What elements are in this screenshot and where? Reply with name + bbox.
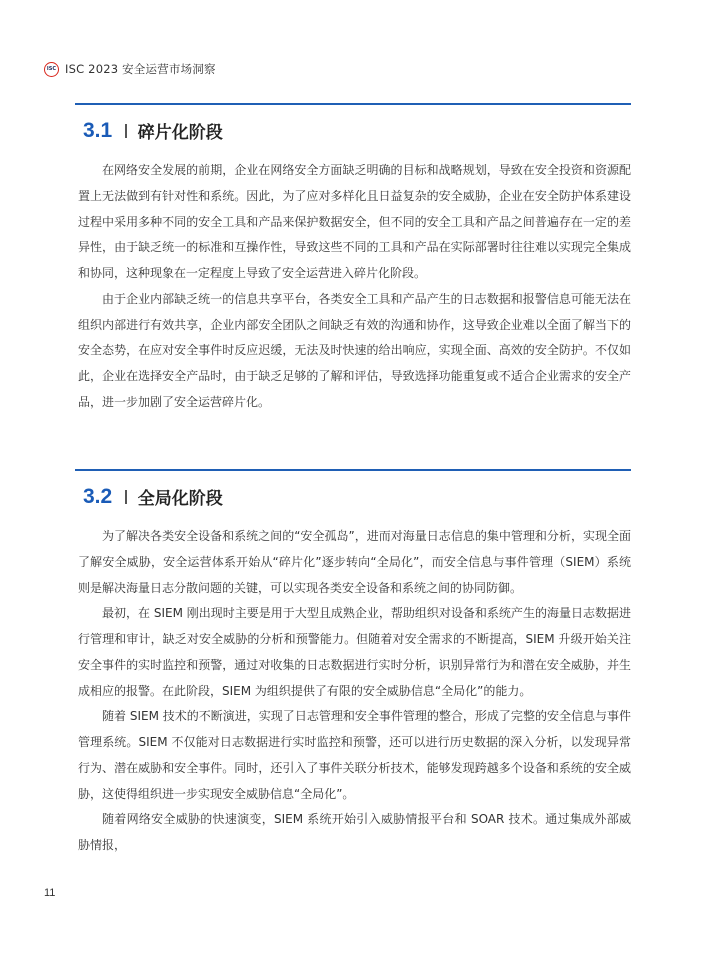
heading-separator [125,124,127,138]
section-number: 3.2 [83,484,113,508]
isc-logo-icon: ISC [44,62,59,77]
section-heading-3-1 [83,118,223,143]
paragraph: 在网络安全发展的前期，企业在网络安全方面缺乏明确的目标和战略规划，导致在安全投资和资源配置上无法做到有针对性和系统。因此，为了应对多样化且日益复杂的安全威胁，企业在安全防护体系建设过程中采用多种不同的安全工具和产品来保护数据安全，但不同的安全工具和产品之间普遍存在一定的差异性，由于缺乏统一的标准和互操作性，导致这些不同的工具和产品在实际部署时往往难以实现完全集成和协同，这种现象在一定程度上导致了安全运营进入碎片化阶段。 [78,163,631,280]
header-title: ISC 2023 安全运营市场洞察 [65,62,216,76]
running-header [44,61,216,77]
section-title: 全局化阶段 [137,489,223,509]
paragraph: 为了解决各类安全设备和系统之间的“安全孤岛”，进而对海量日志信息的集中管理和分析，实现全面了解安全威胁，安全运营体系开始从“碎片化”逐步转向“全局化”，而安全信息与事件管理（SIEM）系统则是解决海量日志分散问题的关键，可以实现各类安全设备和系统之间的协同防御。 [78,529,631,595]
paragraph: 由于企业内部缺乏统一的信息共享平台，各类安全工具和产品产生的日志数据和报警信息可能无法在组织内部进行有效共享，企业内部安全团队之间缺乏有效的沟通和协作，这导致企业难以全面了解当下的安全态势，在应对安全事件时反应迟缓，无法及时快速的给出响应，实现全面、高效的安全防护。不仅如此，企业在选择安全产品时，由于缺乏足够的了解和评估，导致选择功能重复或不适合企业需求的安全产品，进一步加剧了安全运营碎片化。 [78,291,631,409]
paragraph: 最初，在 SIEM 刚出现时主要是用于大型且成熟企业，帮助组织对设备和系统产生的海量日志数据进行管理和审计，缺乏对安全威胁的分析和预警能力。但随着对安全需求的不断提高，SIEM 升级开始关注安全事件的实时监控和预警，通过对收集的日志数据进行实时分析，识别异常行为和潜在安全威胁，并生成相应的报警。在此阶段，SIEM 为组织提供了有限的安全威胁信息“全局化”的能力。 [78,606,631,698]
section-body-3-1 [78,158,631,416]
heading-separator [125,490,127,504]
section-body-3-2 [78,524,631,859]
section-heading-3-2 [83,484,223,509]
section-divider [75,469,631,471]
section-divider [75,103,631,105]
section-number: 3.1 [83,118,113,142]
section-title: 碎片化阶段 [137,123,223,143]
paragraph: 随着 SIEM 技术的不断演进，实现了日志管理和安全事件管理的整合，形成了完整的安全信息与事件管理系统。SIEM 不仅能对日志数据进行实时监控和预警，还可以进行历史数据的深入分析，以发现异常行为、潜在威胁和安全事件。同时，还引入了事件关联分析技术，能够发现跨越多个设备和系统的安全威胁，这使得组织进一步实现安全威胁信息“全局化”。 [78,709,631,801]
paragraph: 随着网络安全威胁的快速演变，SIEM 系统开始引入威胁情报平台和 SOAR 技术。通过集成外部威胁情报， [78,812,631,852]
page-number: 11 [44,887,56,899]
